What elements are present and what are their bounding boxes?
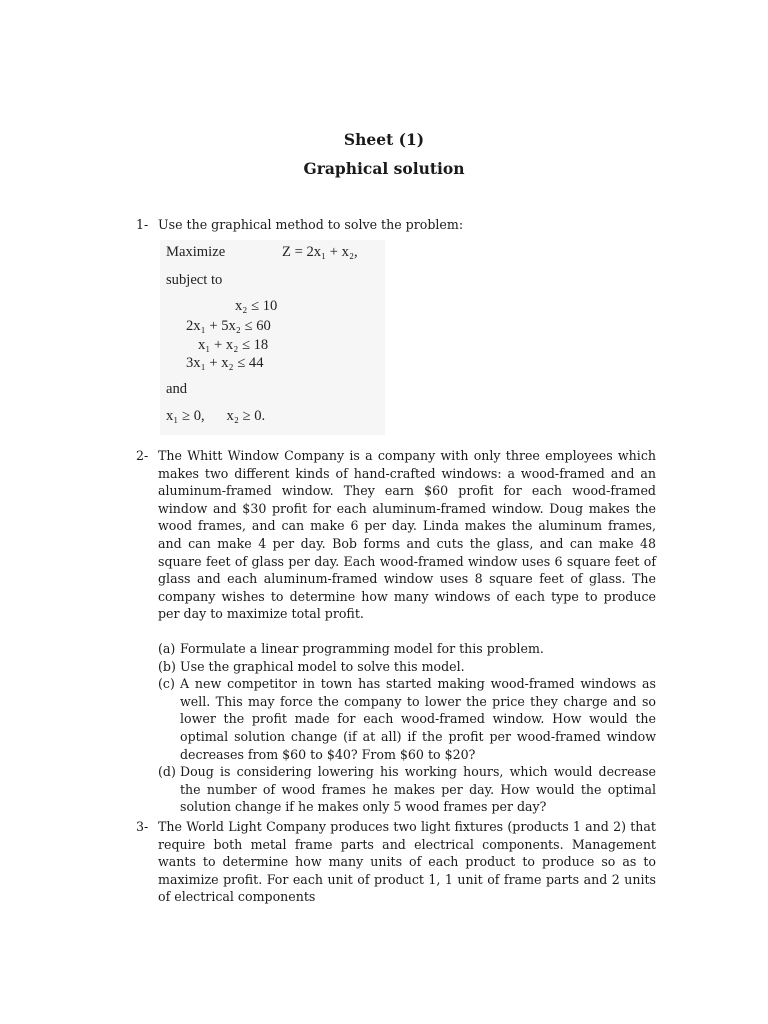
subquestion-label: (d) — [158, 764, 176, 780]
lp-formulation — [160, 240, 385, 435]
maximize-label: Maximize — [166, 244, 226, 260]
subquestion-label: (a) — [158, 640, 176, 656]
nonnegativity-constraints: x₁ ≥ 0, x₂ ≥ 0. — [166, 408, 266, 424]
subquestion-text: Use the graphical model to solve this model. — [180, 658, 465, 674]
problem-text: The World Light Company produces two light fixtures (products 1 and 2) that require both metal frame parts and electrical components. Management wants to determine how many units of each product to produce so as to maximize profit. For each unit of product 1, 1 unit of frame parts and 2 units of electrical components — [158, 819, 656, 905]
subquestion-b — [158, 658, 656, 676]
problem-2 — [136, 447, 656, 816]
problem-number: 3- — [136, 819, 149, 834]
subquestion-label: (c) — [158, 676, 175, 692]
subquestion-text: Doug is considering lowering his working hours, which would decrease the number of wood frames he makes per day. How would the optimal solution change if he makes only 5 wood frames per day? — [180, 764, 656, 815]
problem-text: Use the graphical method to solve the problem: — [158, 217, 464, 232]
constraint-1: x₂ ≤ 10 — [235, 298, 278, 314]
subject-to-label: subject to — [166, 272, 223, 288]
subquestion-a — [158, 640, 656, 658]
problem-number: 2- — [136, 448, 149, 463]
subquestion-text: A new competitor in town has started making wood-framed windows as well. This may force the company to lower the price they charge and so lower the profit made for each wood-framed window. How would the optimal solution change (if at all) if the profit per wood-framed window decreases from $60 to $40? From $60 to $20? — [180, 676, 656, 762]
constraint-4: 3x₁ + x₂ ≤ 44 — [186, 355, 264, 371]
sheet-title: Sheet (1) — [343, 130, 425, 149]
subquestion-text: Formulate a linear programming model for this problem. — [180, 640, 544, 656]
problem-3 — [136, 818, 656, 906]
subquestion-d — [158, 763, 656, 816]
problem-number: 1- — [136, 217, 149, 232]
subquestion-label: (b) — [158, 658, 176, 674]
constraint-3: x₁ + x₂ ≤ 18 — [198, 337, 269, 353]
subquestion-c — [158, 675, 656, 763]
problem-text: The Whitt Window Company is a company with only three employees which makes two different kinds of hand-crafted windows: a wood-framed and an aluminum-framed window. They earn $60 profit for each wood-framed window and $30 profit for each aluminum-framed window. Doug makes the wood frames, and can make 6 per day. Linda makes the aluminum frames, and can make 4 per day. Bob forms and cuts the glass, and can make 48 square feet of glass per day. Each wood-framed window uses 6 square feet of glass and each aluminum-framed window uses 8 square feet of glass. The company wishes to determine how many windows of each type to produce per day to maximize total profit. — [158, 448, 656, 622]
sheet-subtitle: Graphical solution — [303, 159, 465, 178]
objective-function: Z = 2x₁ + x₂, — [282, 244, 358, 260]
and-label: and — [166, 381, 188, 397]
problem-1 — [136, 216, 656, 234]
constraint-2: 2x₁ + 5x₂ ≤ 60 — [186, 318, 271, 334]
